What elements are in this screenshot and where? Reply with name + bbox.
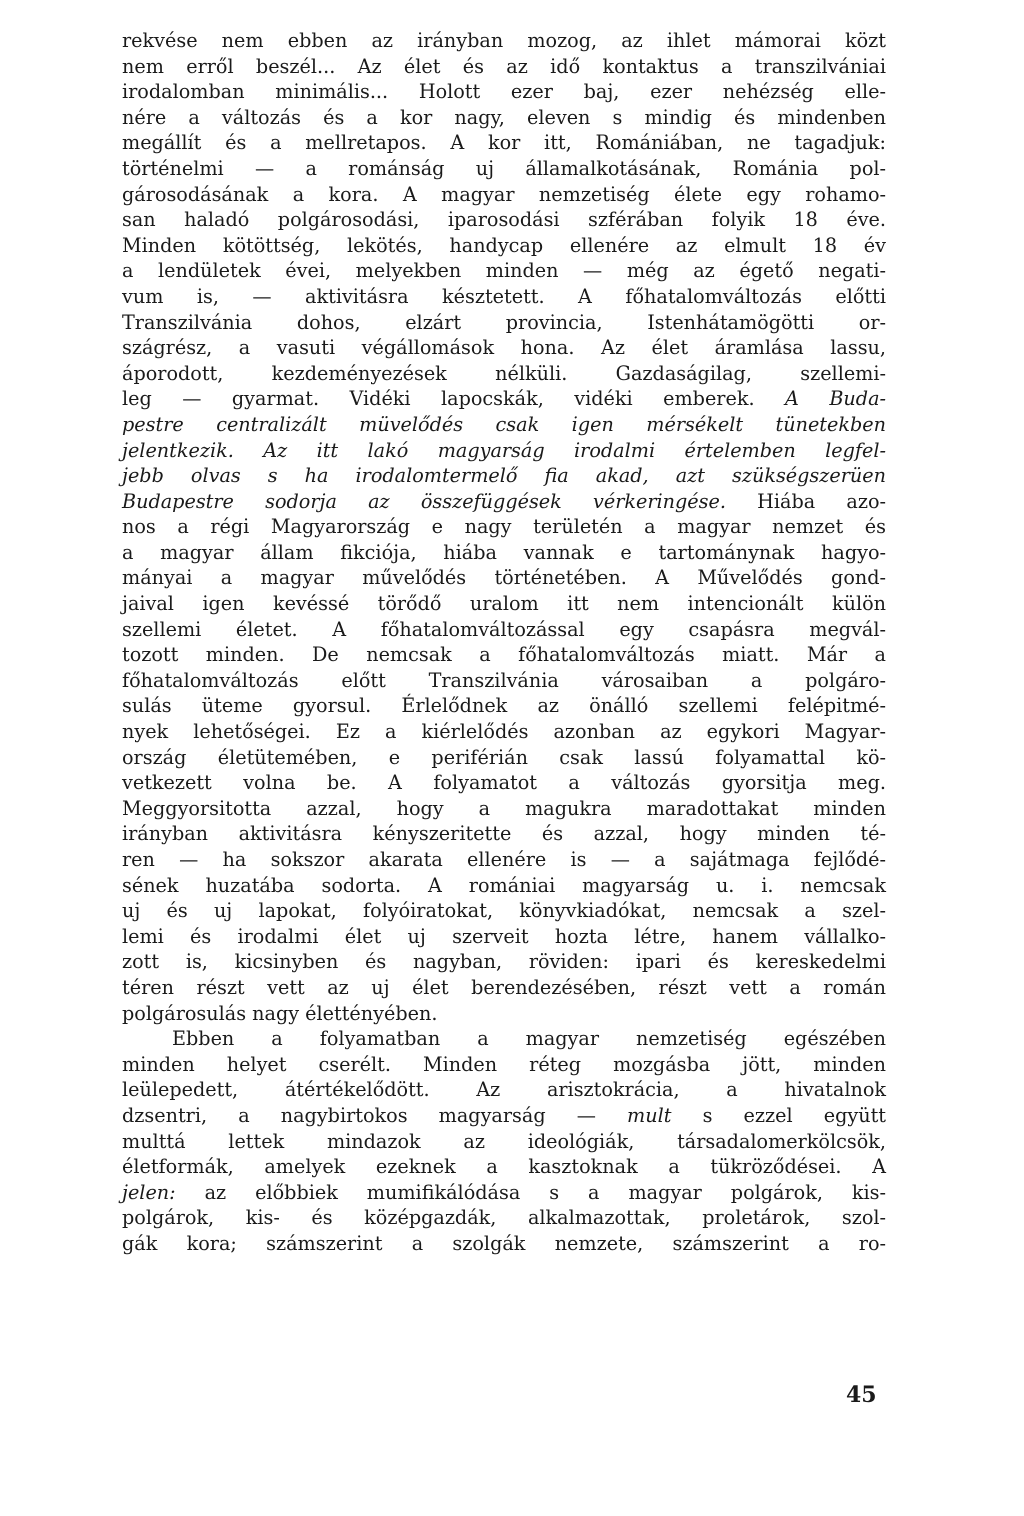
text-line: a lendületek évei, melyekben minden — még az égető negati-	[122, 259, 886, 283]
text-segment: az előbbiek mumifikálódása s a magyar polgárok, kis-	[175, 1180, 886, 1204]
text-line: gák kora; számszerint a szolgák nemzete, számszerint a ro-	[122, 1231, 886, 1255]
italic-segment: A Buda-	[785, 387, 886, 411]
text-line: jaival igen kevéssé törődő uralom itt nem intencionált külön	[122, 592, 886, 616]
text-line: életformák, amelyek ezeknek a kasztoknak a tükröződései. A	[122, 1155, 886, 1179]
text-line: nem erről beszél... Az élet és az idő kontaktus a transzilvániai	[122, 54, 886, 78]
text-line	[122, 1103, 886, 1129]
text-line: Minden kötöttség, lekötés, handycap ellenére az elmult 18 év	[122, 233, 886, 257]
page-number: 45	[846, 1382, 877, 1408]
text-line: főhatalomváltozás előtt Transzilvánia városaiban a polgáro-	[122, 668, 886, 692]
text-line: mányai a magyar művelődés történetében. A Művelődés gond-	[122, 566, 886, 590]
text-line: san haladó polgárosodási, iparosodási szférában folyik 18 éve.	[122, 208, 886, 232]
text-line: Meggyorsitotta azzal, hogy a magukra maradottakat minden	[122, 796, 886, 820]
text-segment: leg — gyarmat. Vidéki lapocskák, vidéki emberek.	[122, 387, 786, 411]
italic-line: jebb olvas s ha irodalomtermelő fia akad, azt szükségszerüen	[122, 464, 886, 488]
text-line: rekvése nem ebben az irányban mozog, az ihlet mámorai közt	[122, 29, 886, 52]
text-line: lemi és irodalmi élet uj szerveit hozta létre, hanem vállalko-	[122, 924, 886, 948]
text-line: multtá lettek mindazok az ideológiák, társadalomerkölcsök,	[122, 1129, 886, 1153]
text-line	[122, 489, 886, 515]
text-segment: dzsentri, a nagybirtokos magyarság —	[122, 1103, 628, 1127]
text-segment: Hiába azo-	[725, 489, 886, 513]
text-segment: s ezzel együtt	[671, 1103, 886, 1127]
text-line	[122, 1180, 886, 1206]
text-line: zott is, kicsinyben és nagyban, röviden: ipari és kereskedelmi	[122, 950, 886, 974]
text-line: sének huzatába sodorta. A romániai magyarság u. i. nemcsak	[122, 873, 886, 897]
text-line: ren — ha sokszor akarata ellenére is — a sajátmaga fejlődé-	[122, 848, 886, 871]
text-line: ország életütemében, e periférián csak lassú folyamattal kö-	[122, 745, 886, 769]
body-text	[122, 28, 886, 1257]
text-line: Transzilvánia dohos, elzárt provincia, Istenhátamögötti or-	[122, 310, 886, 334]
italic-segment: mult	[627, 1103, 672, 1127]
text-line: polgárok, kis- és középgazdák, alkalmazottak, proletárok, szol-	[122, 1206, 886, 1230]
paragraph-first-line: Ebben a folyamatban a magyar nemzetiség egészében	[172, 1027, 886, 1051]
text-line: uj és uj lapokat, folyóiratokat, könyvkiadókat, nemcsak a szel-	[122, 899, 886, 923]
italic-line: pestre centralizált müvelődés csak igen mérsékelt tünetekben	[122, 412, 886, 436]
text-line: szellemi életet. A főhatalomváltozással egy csapásra megvál-	[122, 617, 886, 641]
paragraph-end-line: polgárosulás nagy élettényében.	[122, 1001, 438, 1025]
text-line: megállít és a mellretapos. A kor itt, Romániában, ne tagadjuk:	[122, 131, 886, 155]
text-line: áporodott, kezdeményezések nélküli. Gazdaságilag, szellemi-	[122, 361, 886, 385]
text-line: vetkezett volna be. A folyamatot a változás gyorsitja meg.	[122, 771, 886, 795]
text-line: történelmi — a románság uj államalkotásának, Románia pol-	[122, 156, 886, 180]
text-line: szágrész, a vasuti végállomások hona. Az élet áramlása lassu,	[122, 336, 886, 360]
text-line: tozott minden. De nemcsak a főhatalomváltozás miatt. Már a	[122, 643, 886, 667]
italic-segment: Budapestre sodorja az összefüggések vérkeringése.	[122, 489, 726, 513]
text-line: téren részt vett az uj élet berendezésében, részt vett a román	[122, 975, 886, 999]
text-line	[122, 386, 886, 412]
text-line: vum is, — aktivitásra késztetett. A főhatalomváltozás előtti	[122, 284, 886, 308]
text-line: a magyar állam fikciója, hiába vannak e tartománynak hagyo-	[122, 540, 886, 564]
text-line: sulás üteme gyorsul. Érlelődnek az önálló szellemi felépitmé-	[122, 694, 886, 718]
text-line: irodalomban minimális... Holott ezer baj, ezer nehézség elle-	[122, 80, 886, 104]
text-line: nére a változás és a kor nagy, eleven s mindig és mindenben	[122, 105, 886, 129]
text-line: leülepedett, átértékelődött. Az arisztokrácia, a hivatalnok	[122, 1078, 886, 1102]
book-page	[122, 28, 886, 1257]
italic-line: jelentkezik. Az itt lakó magyarság irodalmi értelemben legfel-	[122, 438, 886, 462]
text-line: irányban aktivitásra kényszeritette és azzal, hogy minden té-	[122, 822, 886, 846]
text-line: minden helyet cserélt. Minden réteg mozgásba jött, minden	[122, 1052, 886, 1076]
text-line: nos a régi Magyarország e nagy területén a magyar nemzet és	[122, 515, 886, 539]
text-line: gárosodásának a kora. A magyar nemzetiség élete egy rohamo-	[122, 182, 886, 206]
text-line: nyek lehetőségei. Ez a kiérlelődés azonban az egykori Magyar-	[122, 720, 886, 744]
italic-segment: jelen:	[122, 1180, 176, 1204]
